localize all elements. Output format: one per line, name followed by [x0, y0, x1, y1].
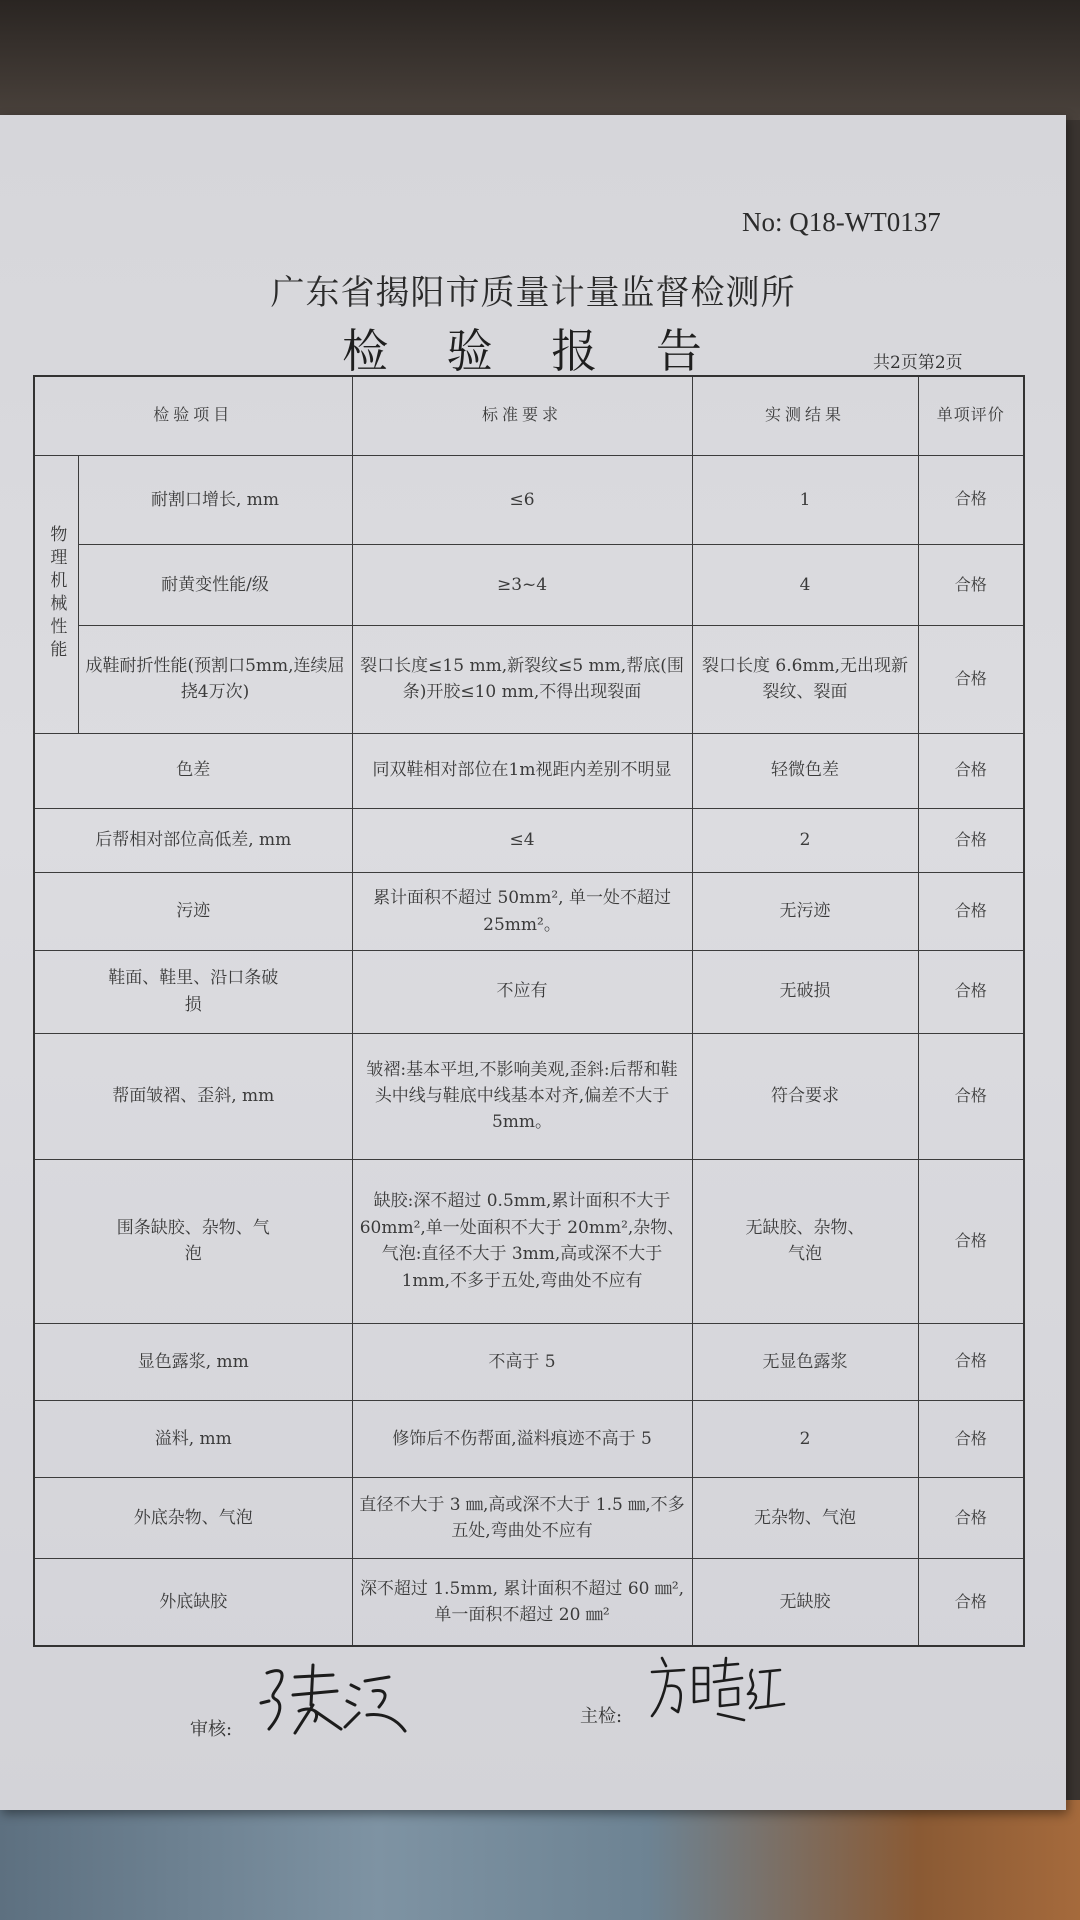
result-cell: 符合要求: [692, 1033, 918, 1159]
requirement-cell: 同双鞋相对部位在1m视距内差别不明显: [352, 733, 692, 808]
table-row: [34, 1159, 1024, 1323]
item-cell: 鞋面、鞋里、沿口条破损: [34, 950, 352, 1033]
inspector-label: 主检:: [580, 1706, 623, 1727]
report-title: 检 验 报 告: [342, 324, 724, 378]
inspection-table: [33, 375, 1025, 1647]
item-cell: 溢料, mm: [34, 1400, 352, 1477]
table-row: [34, 455, 1024, 544]
item-cell: 成鞋耐折性能(预割口5mm,连续屈挠4万次): [78, 626, 352, 734]
item-cell: 帮面皱褶、歪斜, mm: [34, 1033, 352, 1159]
item-cell: 显色露浆, mm: [34, 1323, 352, 1400]
requirement-cell: ≥3~4: [352, 544, 692, 625]
background-bottom: [0, 1800, 1080, 1920]
item-cell: 耐黄变性能/级: [78, 544, 352, 625]
table-row: [34, 808, 1024, 873]
result-cell: 裂口长度 6.6mm,无出现新裂纹、裂面: [692, 626, 918, 734]
requirement-cell: ≤6: [352, 455, 692, 544]
evaluation-cell: 合格: [918, 1559, 1024, 1646]
result-cell: 2: [692, 808, 918, 873]
result-cell: 无显色露浆: [692, 1323, 918, 1400]
table-row: [34, 626, 1024, 734]
table-row: [34, 733, 1024, 808]
evaluation-cell: 合格: [918, 733, 1024, 808]
column-header: 标准要求: [352, 376, 692, 455]
requirement-cell: 修饰后不伤帮面,溢料痕迹不高于 5: [352, 1400, 692, 1477]
item-cell: 耐割口增长, mm: [78, 455, 352, 544]
group-label: 物理机械性能: [34, 455, 78, 733]
result-cell: 2: [692, 1400, 918, 1477]
evaluation-cell: 合格: [918, 1400, 1024, 1477]
requirement-cell: 不应有: [352, 950, 692, 1033]
result-cell: 1: [692, 455, 918, 544]
column-header: 单项评价: [918, 376, 1024, 455]
table-row: [34, 873, 1024, 950]
table-row: [34, 950, 1024, 1033]
item-cell: 污迹: [34, 873, 352, 950]
table-row: [34, 1478, 1024, 1559]
requirement-cell: 直径不大于 3 ㎜,高或深不大于 1.5 ㎜,不多五处,弯曲处不应有: [352, 1478, 692, 1559]
table-row: [34, 1559, 1024, 1646]
table-header-row: [34, 376, 1024, 455]
requirement-cell: 皱褶:基本平坦,不影响美观,歪斜:后帮和鞋头中线与鞋底中线基本对齐,偏差不大于 5mm。: [352, 1033, 692, 1159]
page-info: 共2页第2页: [873, 353, 963, 373]
evaluation-cell: 合格: [918, 950, 1024, 1033]
reviewer-label: 审核:: [190, 1719, 233, 1740]
evaluation-cell: 合格: [918, 544, 1024, 625]
item-cell: 后帮相对部位高低差, mm: [34, 808, 352, 873]
result-cell: 无缺胶、杂物、气泡: [692, 1159, 918, 1323]
evaluation-cell: 合格: [918, 1478, 1024, 1559]
result-cell: 轻微色差: [692, 733, 918, 808]
requirement-cell: ≤4: [352, 808, 692, 873]
table-row: [34, 1323, 1024, 1400]
evaluation-cell: 合格: [918, 873, 1024, 950]
requirement-cell: 缺胶:深不超过 0.5mm,累计面积不大于 60mm²,单一处面积不大于 20mm²,杂物、气泡:直径不大于 3mm,高或深不大于 1mm,不多于五处,弯曲处不应有: [352, 1159, 692, 1323]
report-number: No: Q18-WT0137: [742, 207, 941, 237]
background-top: [0, 0, 1080, 120]
requirement-cell: 深不超过 1.5mm, 累计面积不超过 60 ㎜², 单一面积不超过 20 ㎜²: [352, 1559, 692, 1646]
inspector-signature: [648, 1650, 788, 1730]
result-cell: 4: [692, 544, 918, 625]
item-cell: 外底杂物、气泡: [34, 1478, 352, 1559]
result-cell: 无杂物、气泡: [692, 1478, 918, 1559]
organization-name: 广东省揭阳市质量计量监督检测所: [270, 273, 796, 313]
report-sheet: [0, 115, 1066, 1810]
item-cell: 围条缺胶、杂物、气泡: [34, 1159, 352, 1323]
requirement-cell: 累计面积不超过 50mm², 单一处不超过 25mm²。: [352, 873, 692, 950]
evaluation-cell: 合格: [918, 1033, 1024, 1159]
column-header: 实测结果: [692, 376, 918, 455]
requirement-cell: 不高于 5: [352, 1323, 692, 1400]
requirement-cell: 裂口长度≤15 mm,新裂纹≤5 mm,帮底(围条)开胶≤10 mm,不得出现裂面: [352, 626, 692, 734]
item-cell: 外底缺胶: [34, 1559, 352, 1646]
evaluation-cell: 合格: [918, 1323, 1024, 1400]
result-cell: 无破损: [692, 950, 918, 1033]
result-cell: 无污迹: [692, 873, 918, 950]
table-row: [34, 1400, 1024, 1477]
column-header: 检验项目: [34, 376, 352, 455]
table-row: [34, 544, 1024, 625]
result-cell: 无缺胶: [692, 1559, 918, 1646]
evaluation-cell: 合格: [918, 808, 1024, 873]
reviewer-signature: [255, 1655, 415, 1745]
evaluation-cell: 合格: [918, 626, 1024, 734]
item-cell: 色差: [34, 733, 352, 808]
evaluation-cell: 合格: [918, 455, 1024, 544]
evaluation-cell: 合格: [918, 1159, 1024, 1323]
table-row: [34, 1033, 1024, 1159]
